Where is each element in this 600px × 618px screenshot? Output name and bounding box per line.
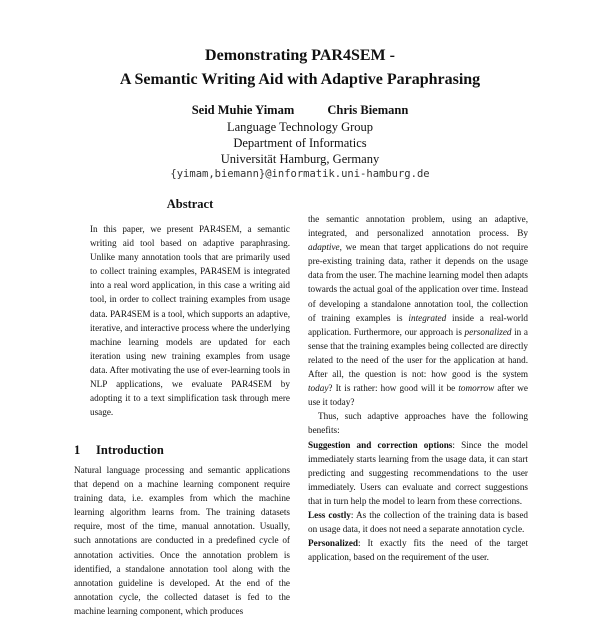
paper-title-line-2: A Semantic Writing Aid with Adaptive Paraphrasing [119, 71, 481, 88]
affiliation-line: Department of Informatics [233, 136, 367, 150]
benefit-item: Personalized: It exactly fits the need of the target application, based on the requirement of the user. [308, 538, 528, 563]
section-heading-introduction [74, 443, 164, 458]
abstract-heading: Abstract [166, 197, 214, 211]
affiliation-line: Universität Hamburg, Germany [220, 152, 380, 166]
introduction-text: Natural language processing and semantic applications that depend on a machine learning component require training data, i.e. examples from which the machine learning algorithm learns from. The training datasets require, most of the time, manual annotation. Usually, such annotations are conducted in a predefined cycle of annotation activities. Once the annotation problem is identified, a standalone annotation tool along with the annotation guideline is developed. At the end of the annotation cycle, the collected dataset is fed to the machine learning component, which produces [74, 465, 290, 616]
benefit-item: Suggestion and correction options: Since the model immediately starts learning from the usage data, it can start predicting and suggesting recommendations to the user immediately. Users can evaluate and correct suggestions that in turn help the model to learn from these corrections. [308, 439, 529, 506]
author-name: Seid Muhie Yimam [191, 103, 295, 117]
author-list [0, 103, 600, 118]
benefit-label: Suggestion and correction options [308, 439, 453, 450]
benefit-label: Less costly [308, 509, 351, 520]
benefit-item: Less costly: As the collection of the training data is based on usage data, it does not need a separate annotation cycle. [308, 509, 529, 535]
right-paragraph-1: the semantic annotation problem, using an adaptive, integrated, and personalized annotation process. By adaptive, we mean that target applications do not require pre-existing training data, rather it depends on the usage data from the user. The machine learning model then adapts towards the actual goal of the application over time. Instead of developing a standalone annotation tool, the collection of training examples is integrated inside a real-world application. Furthermore, our approach is personalized in a sense that the training examples being collected are directly related to the need of the user for the application at hand. After all, the question is not: how good is the system today? It is rather: how good will it be tomorrow after we use it today? [308, 214, 528, 408]
section-number: 1 [74, 443, 81, 457]
author-email: {yimam,biemann}@informatik.uni-hamburg.de [170, 168, 430, 180]
abstract-text: In this paper, we present PAR4SEM, a semantic writing aid tool based on adaptive paraphrasing. Unlike many annotation tools that are primarily used to collect training examples, PAR4SEM is integrated into a real word application, in this case a writing aid tool, in order to collect training examples from usage data. PAR4SEM is a tool, which supports an adaptive, iterative, and interactive process where the underlying machine learning models are updated for each iteration using new training examples from usage data. After motivating the use of ever-learning tools in NLP applications, we evaluate PAR4SEM by adopting it to a text simplification task through mere usage. [90, 224, 290, 418]
abstract-body [90, 222, 290, 419]
benefit-label: Personalized [308, 538, 359, 549]
author-name: Chris Biemann [327, 103, 409, 117]
right-column [308, 212, 528, 564]
affiliation-line: Language Technology Group [226, 120, 374, 134]
paper-title-line-1: Demonstrating PAR4SEM - [205, 47, 395, 64]
introduction-body [74, 463, 290, 618]
right-paragraph-2: Thus, such adaptive approaches have the following benefits: [308, 411, 528, 436]
section-title: Introduction [96, 443, 164, 457]
